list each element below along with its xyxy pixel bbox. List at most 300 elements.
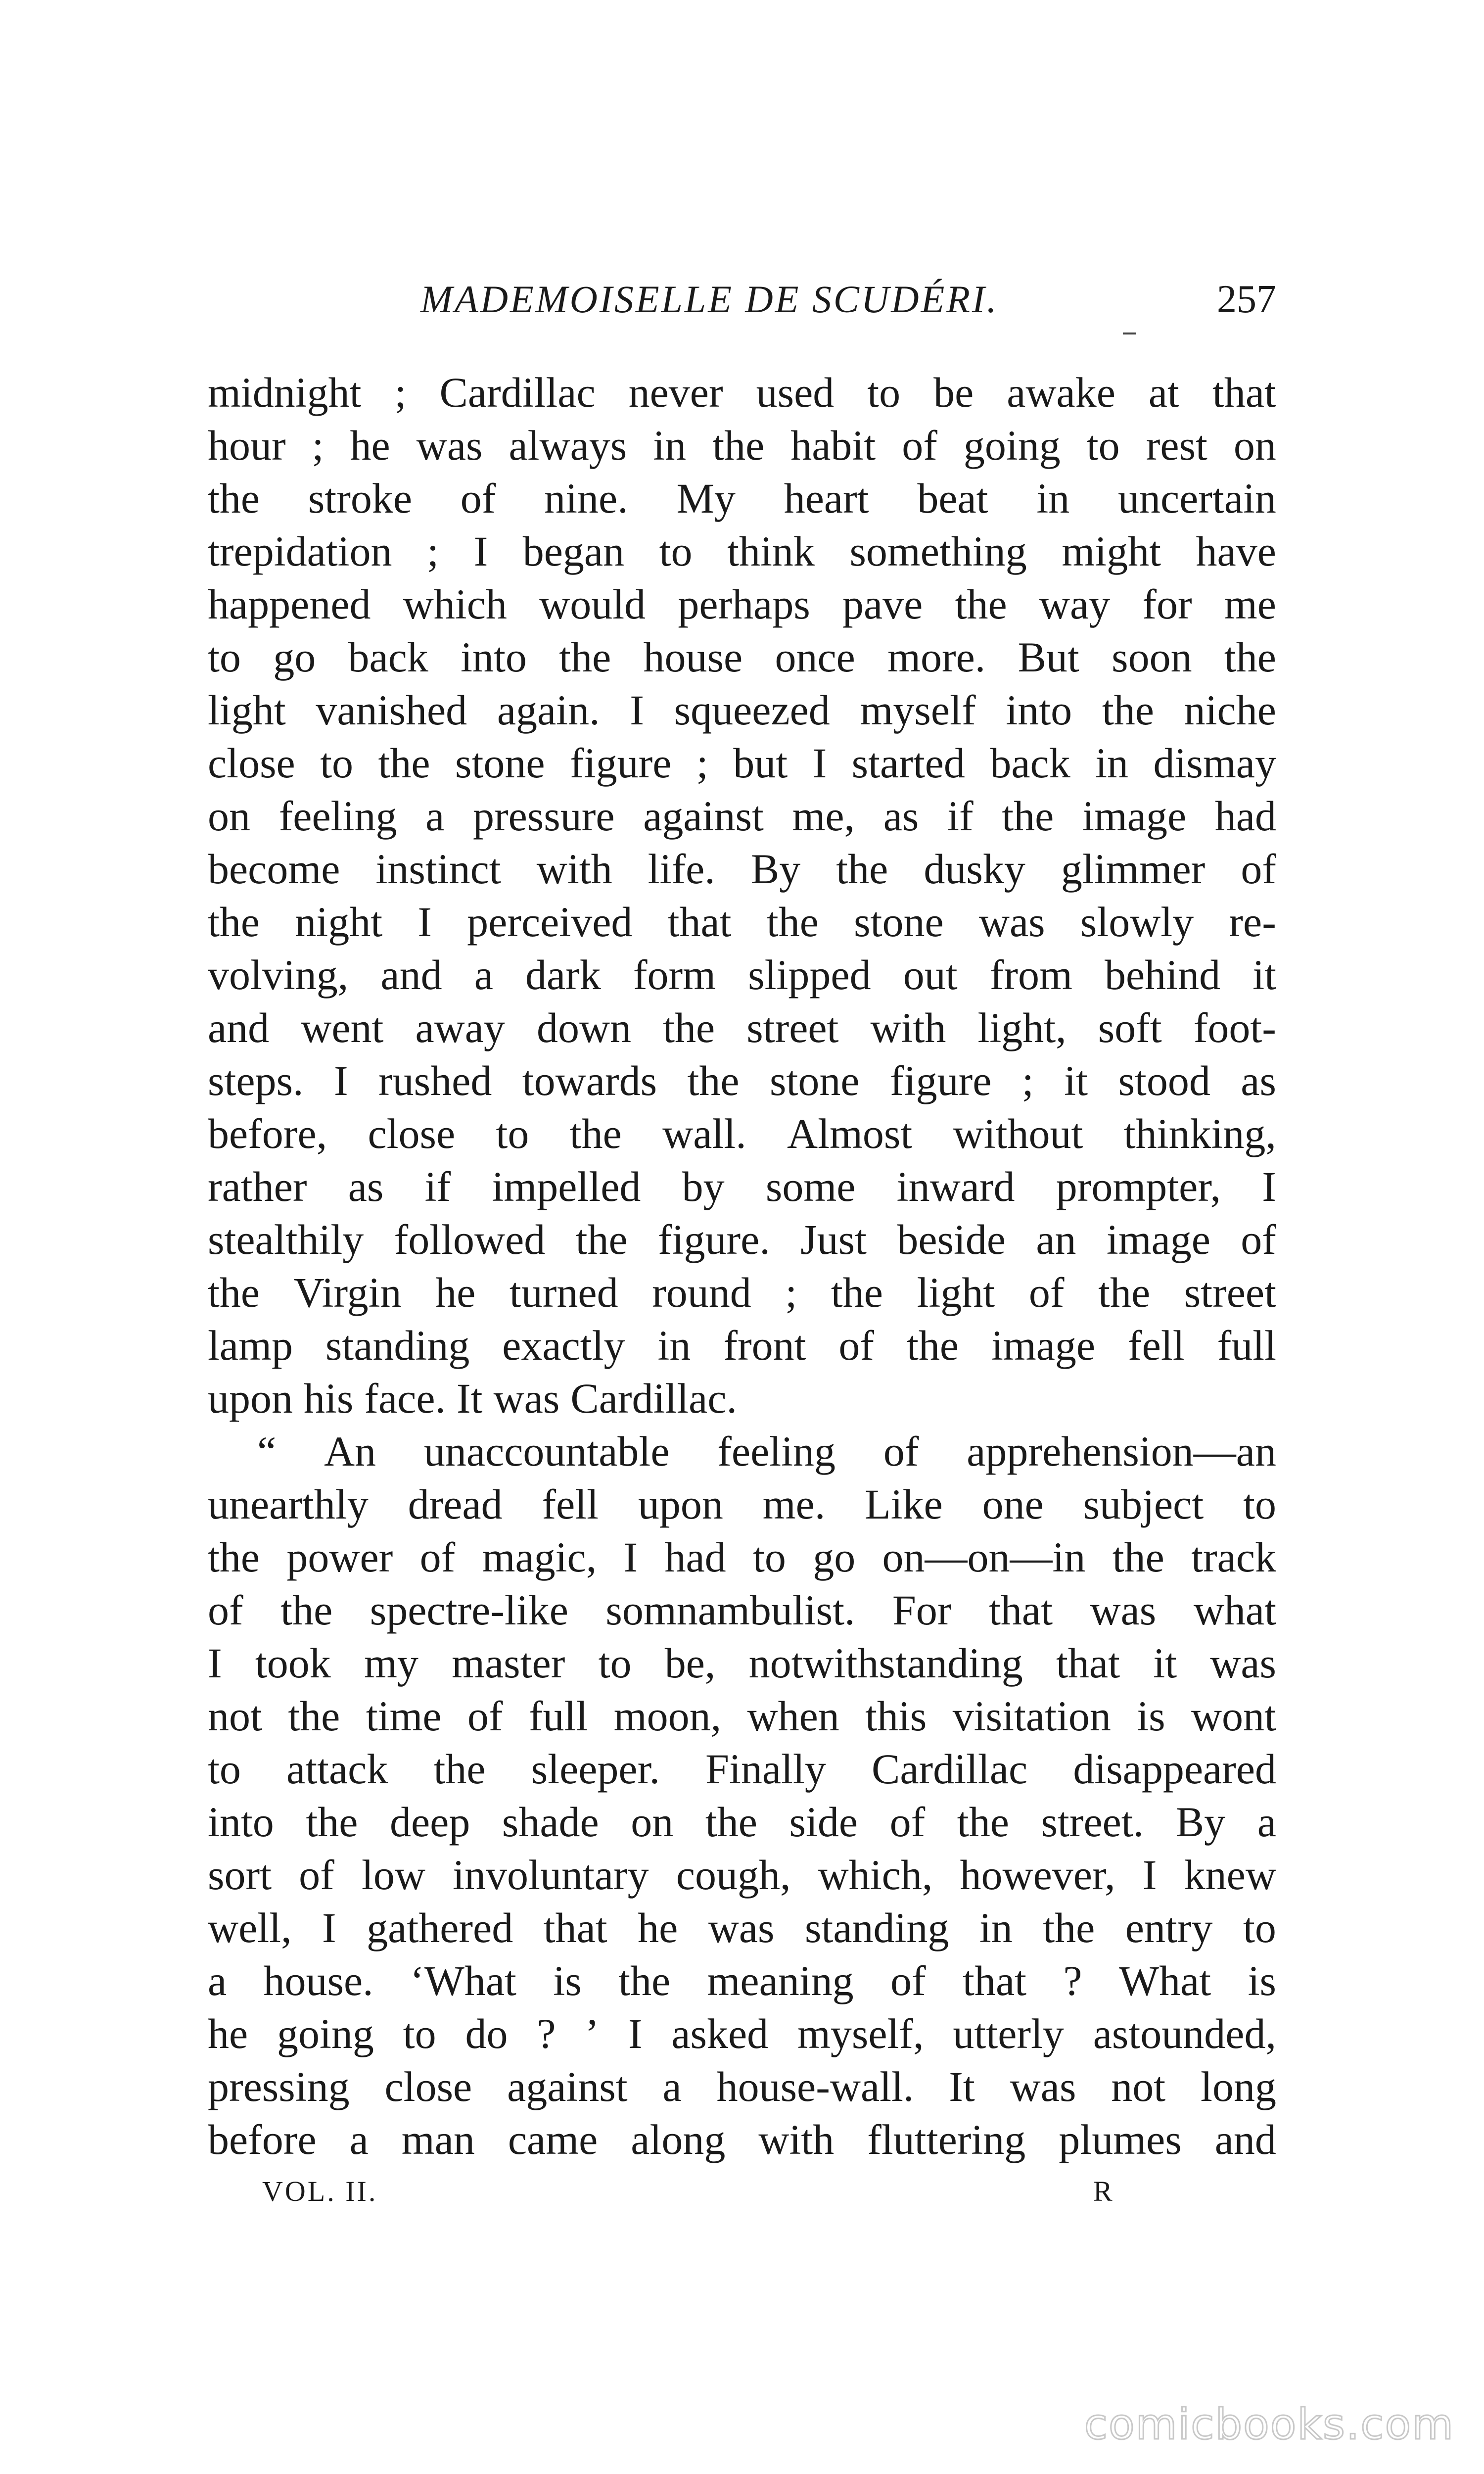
text-word: front xyxy=(723,1322,806,1369)
text-word: away xyxy=(415,1004,505,1051)
text-word: unaccountable xyxy=(423,1427,670,1475)
text-word: plumes xyxy=(1059,2116,1182,2163)
text-word: notwithstanding xyxy=(748,1639,1023,1687)
text-word: dusky xyxy=(924,845,1025,893)
text-line xyxy=(208,1266,1276,1319)
body-text xyxy=(208,366,1276,2166)
text-word: going xyxy=(277,2010,374,2057)
text-word: figure xyxy=(890,1057,992,1104)
text-word: back xyxy=(348,633,428,681)
text-word: that xyxy=(1212,369,1276,416)
text-word: wall. xyxy=(662,1110,746,1157)
text-word: the xyxy=(208,475,260,522)
text-word: was xyxy=(978,898,1045,946)
text-word: came xyxy=(508,2116,598,2163)
text-word: the xyxy=(433,1745,486,1793)
text-word: ‘What xyxy=(410,1957,516,2004)
text-word: I xyxy=(630,686,644,734)
text-word: inward xyxy=(896,1163,1015,1210)
text-word: of xyxy=(1241,1216,1276,1263)
text-word: sort xyxy=(208,1851,272,1899)
text-word: light xyxy=(917,1269,995,1316)
text-word: be, xyxy=(664,1639,716,1687)
text-line xyxy=(208,896,1276,949)
text-word: subject xyxy=(1083,1480,1204,1528)
text-word: of xyxy=(889,1798,926,1846)
text-word: in xyxy=(653,422,687,469)
text-word: which xyxy=(403,580,507,628)
page-number: 257 xyxy=(1217,278,1276,321)
text-word: habit xyxy=(790,422,876,469)
text-word: back xyxy=(990,739,1070,787)
text-word: man xyxy=(401,2116,475,2163)
text-word: on xyxy=(631,1798,674,1846)
text-line xyxy=(208,472,1276,525)
text-word: as xyxy=(1241,1057,1276,1104)
text-word: towards xyxy=(522,1057,657,1104)
text-word: volving, xyxy=(208,951,349,999)
text-word: ? xyxy=(537,2010,556,2057)
text-line xyxy=(208,1107,1276,1160)
text-word: was xyxy=(416,422,483,469)
text-word: rather xyxy=(208,1163,307,1210)
text-line xyxy=(208,419,1276,472)
text-word: stroke xyxy=(308,475,412,522)
text-word: to xyxy=(1243,1904,1276,1951)
text-word: Finally xyxy=(705,1745,826,1793)
text-word: stood xyxy=(1118,1057,1210,1104)
text-word: but xyxy=(733,739,788,787)
text-word: cough, xyxy=(676,1851,791,1899)
text-word: with xyxy=(536,845,612,893)
text-word: disappeared xyxy=(1073,1745,1276,1793)
text-word: had xyxy=(664,1533,726,1581)
text-word: Cardillac xyxy=(871,1745,1028,1793)
text-word: An xyxy=(324,1427,376,1475)
text-word: form xyxy=(633,951,716,999)
text-word: fell xyxy=(542,1480,599,1528)
text-word: of xyxy=(208,1586,243,1634)
text-word: of xyxy=(419,1533,456,1581)
text-word: involuntary xyxy=(453,1851,649,1899)
text-word: beside xyxy=(897,1216,1006,1263)
text-word: me, xyxy=(792,792,855,840)
text-word: light, xyxy=(977,1004,1067,1051)
text-word: one xyxy=(982,1480,1044,1528)
text-word: have xyxy=(1196,527,1276,575)
text-word: I xyxy=(473,527,488,575)
text-word: standing xyxy=(325,1322,470,1369)
text-word: in xyxy=(1036,475,1070,522)
text-word: the xyxy=(766,898,819,946)
text-word: I xyxy=(1142,1851,1157,1899)
text-word: the xyxy=(280,1586,333,1634)
text-word: at xyxy=(1148,369,1179,416)
text-line xyxy=(208,1849,1276,1902)
text-word: once xyxy=(775,633,855,681)
text-word: shade xyxy=(502,1798,599,1846)
text-word: it xyxy=(1064,1057,1088,1104)
text-word: happened xyxy=(208,580,371,628)
text-word: he xyxy=(638,1904,678,1951)
text-word: slowly xyxy=(1080,898,1194,946)
text-word: midnight xyxy=(208,369,362,416)
text-word: round xyxy=(652,1269,751,1316)
text-word: feeling xyxy=(717,1427,836,1475)
text-word: when xyxy=(747,1692,839,1740)
text-word: somnambulist. xyxy=(605,1586,855,1634)
text-word: fluttering xyxy=(867,2116,1026,2163)
text-word: the xyxy=(1098,1269,1151,1316)
text-line xyxy=(208,366,1276,419)
text-word: exactly xyxy=(502,1322,625,1369)
text-word: nine. xyxy=(544,475,628,522)
text-word: meaning xyxy=(707,1957,854,2004)
text-word: pressing xyxy=(208,2063,350,2110)
text-word: light xyxy=(208,686,286,734)
header-mark xyxy=(1123,333,1136,334)
text-word: behind xyxy=(1105,951,1221,999)
text-word: began xyxy=(522,527,625,575)
text-word: figure. xyxy=(658,1216,770,1263)
text-word: to xyxy=(403,2010,436,2057)
text-word: Like xyxy=(865,1480,943,1528)
text-word: took xyxy=(255,1639,331,1687)
text-word: however, xyxy=(960,1851,1115,1899)
text-word: the xyxy=(831,1269,883,1316)
text-word: dread xyxy=(408,1480,503,1528)
text-word: vanished xyxy=(316,686,467,734)
text-word: of xyxy=(460,475,496,522)
text-word: magic, xyxy=(482,1533,597,1581)
text-word: stealthily xyxy=(208,1216,364,1263)
text-word: to xyxy=(208,1745,241,1793)
text-word: into xyxy=(208,1798,274,1846)
text-word: of xyxy=(299,1851,334,1899)
text-word: against xyxy=(643,792,764,840)
text-word: to xyxy=(320,739,354,787)
text-word: full xyxy=(1217,1322,1276,1369)
text-word: rushed xyxy=(378,1057,492,1104)
text-word: slipped xyxy=(748,951,871,999)
text-word: always xyxy=(509,422,627,469)
text-word: astounded, xyxy=(1093,2010,1276,2057)
text-word: the xyxy=(1043,1904,1095,1951)
text-word: soft xyxy=(1098,1004,1162,1051)
text-word: full xyxy=(528,1692,588,1740)
text-word: It xyxy=(949,2063,975,2110)
text-word: it xyxy=(1252,951,1276,999)
text-line xyxy=(208,1213,1276,1266)
text-word: Just xyxy=(800,1216,867,1263)
text-word: upon xyxy=(638,1480,723,1528)
text-word: the xyxy=(1112,1533,1164,1581)
text-line xyxy=(208,525,1276,578)
text-word: I xyxy=(628,2010,643,2057)
signature-letter: R xyxy=(1093,2175,1113,2207)
text-line xyxy=(208,2113,1276,2166)
text-word: stone xyxy=(854,898,944,946)
text-word: instinct xyxy=(375,845,501,893)
text-word: of xyxy=(467,1692,503,1740)
text-word: into xyxy=(461,633,527,681)
text-word: rest xyxy=(1146,422,1207,469)
text-word: the xyxy=(705,1798,757,1846)
text-word: side xyxy=(789,1798,858,1846)
text-word: that xyxy=(989,1586,1053,1634)
text-word: what xyxy=(1193,1586,1276,1634)
text-line xyxy=(208,2060,1276,2113)
text-word: along xyxy=(631,2116,726,2163)
text-word: to xyxy=(208,633,241,681)
text-word: not xyxy=(208,1692,262,1740)
text-word: of xyxy=(890,1957,926,2004)
text-word: knew xyxy=(1184,1851,1276,1899)
text-word: again. xyxy=(497,686,600,734)
text-word: to xyxy=(1243,1480,1276,1528)
text-word: was xyxy=(1090,1586,1157,1634)
text-word: I xyxy=(623,1533,638,1581)
text-word: soon xyxy=(1112,633,1192,681)
text-line xyxy=(208,1425,1276,1478)
text-word: niche xyxy=(1184,686,1276,734)
text-line xyxy=(208,1637,1276,1690)
text-word: never xyxy=(628,369,723,416)
text-word: pressure xyxy=(472,792,615,840)
text-word: close xyxy=(368,1110,456,1157)
text-word: which, xyxy=(818,1851,933,1899)
text-word: image xyxy=(991,1322,1096,1369)
text-word: close xyxy=(384,2063,472,2110)
text-word: the xyxy=(559,633,611,681)
text-line xyxy=(208,1372,1276,1425)
text-word: the xyxy=(618,1957,671,2004)
text-word: utterly xyxy=(953,2010,1064,2057)
text-word: spectre-like xyxy=(370,1586,568,1634)
text-word: pave xyxy=(842,580,923,628)
text-word: in xyxy=(657,1322,691,1369)
text-line xyxy=(208,1001,1276,1054)
text-word: to xyxy=(496,1110,529,1157)
text-word: feeling xyxy=(278,792,397,840)
text-word: he xyxy=(435,1269,476,1316)
text-word: the xyxy=(955,580,1007,628)
text-word: the xyxy=(1002,792,1054,840)
text-line xyxy=(208,684,1276,737)
watermark: comicbooks.com xyxy=(1084,2400,1454,2449)
text-word: I xyxy=(1262,1163,1276,1210)
text-word: “ xyxy=(257,1427,277,1475)
text-word: dismay xyxy=(1153,739,1276,787)
text-word: low xyxy=(361,1851,425,1899)
text-word: My xyxy=(676,475,736,522)
text-word: my xyxy=(364,1639,418,1687)
text-word: out xyxy=(903,951,958,999)
text-word: be xyxy=(933,369,974,416)
text-word: re- xyxy=(1229,898,1276,946)
text-word: Almost xyxy=(787,1110,913,1157)
text-word: visitation xyxy=(952,1692,1111,1740)
text-word: unearthly xyxy=(208,1480,369,1528)
text-word: turned xyxy=(509,1269,618,1316)
text-word: house xyxy=(643,633,743,681)
text-word: of xyxy=(838,1322,875,1369)
text-word: the xyxy=(1102,686,1154,734)
text-word: It xyxy=(457,1375,483,1422)
text-word: Cardillac xyxy=(439,369,596,416)
text-word: went xyxy=(301,1004,384,1051)
text-word: the xyxy=(1224,633,1276,681)
text-word: it xyxy=(1153,1639,1177,1687)
text-word: into xyxy=(1006,686,1072,734)
text-word: was xyxy=(708,1904,775,1951)
text-line xyxy=(208,631,1276,684)
text-word: that xyxy=(963,1957,1027,2004)
text-word: is xyxy=(553,1957,582,2004)
text-word: house-wall. xyxy=(716,2063,914,2110)
text-word: not xyxy=(1111,2063,1166,2110)
text-word: myself, xyxy=(797,2010,924,2057)
text-word: hour xyxy=(208,422,286,469)
text-word: impelled xyxy=(492,1163,641,1210)
text-word: Cardillac. xyxy=(570,1375,738,1422)
running-head xyxy=(208,277,1276,336)
text-word: and xyxy=(380,951,442,999)
text-word: dark xyxy=(525,951,601,999)
text-word: the xyxy=(208,1533,260,1581)
text-word: gathered xyxy=(367,1904,513,1951)
text-word: beat xyxy=(917,475,988,522)
text-word: before xyxy=(208,2116,317,2163)
text-word: the xyxy=(906,1322,959,1369)
text-word: of xyxy=(883,1427,919,1475)
text-word: What xyxy=(1118,1957,1211,2004)
text-word: the xyxy=(575,1216,628,1263)
text-word: attack xyxy=(286,1745,388,1793)
text-word: foot- xyxy=(1193,1004,1276,1051)
text-word: that xyxy=(1056,1639,1120,1687)
text-word: without xyxy=(953,1110,1083,1157)
text-word: to xyxy=(598,1639,632,1687)
text-word: on xyxy=(208,792,250,840)
text-word: entry xyxy=(1125,1904,1213,1951)
text-word: was xyxy=(493,1375,560,1422)
text-line xyxy=(208,1531,1276,1584)
text-word: as xyxy=(348,1163,384,1210)
text-word: But xyxy=(1018,633,1079,681)
text-word: do xyxy=(465,2010,508,2057)
text-word: the xyxy=(957,1798,1009,1846)
text-word: on xyxy=(1233,422,1276,469)
text-word: to xyxy=(867,369,901,416)
text-word: go xyxy=(813,1533,856,1581)
text-word: power xyxy=(286,1533,393,1581)
text-word: night xyxy=(295,898,383,946)
text-word: wont xyxy=(1191,1692,1276,1740)
running-title: MADEMOISELLE DE SCUDÉRI. xyxy=(420,278,999,321)
text-word: asked xyxy=(671,2010,769,2057)
text-word: long xyxy=(1201,2063,1276,2110)
text-word: street xyxy=(1184,1269,1276,1316)
text-word: I xyxy=(208,1639,222,1687)
text-word: before, xyxy=(208,1110,327,1157)
signature-volume: VOL. II. xyxy=(262,2175,378,2207)
text-word: in xyxy=(1095,739,1129,787)
text-word: go xyxy=(273,633,316,681)
text-word: perceived xyxy=(467,898,633,946)
text-word: sleeper. xyxy=(531,1745,660,1793)
text-word: upon xyxy=(208,1375,293,1422)
text-word: stone xyxy=(770,1057,860,1104)
text-word: street. xyxy=(1041,1798,1144,1846)
text-word: squeezed xyxy=(674,686,830,734)
text-word: ; xyxy=(785,1269,797,1316)
text-word: would xyxy=(539,580,646,628)
text-line xyxy=(208,1690,1276,1743)
text-word: deep xyxy=(390,1798,470,1846)
text-word: a xyxy=(425,792,445,840)
text-line xyxy=(208,1584,1276,1637)
text-word: he xyxy=(350,422,390,469)
text-word: face. xyxy=(364,1375,446,1422)
text-word: is xyxy=(1137,1692,1165,1740)
text-word: as xyxy=(883,792,919,840)
text-word: stone xyxy=(455,739,545,787)
text-word: the xyxy=(288,1692,340,1740)
text-word: life. xyxy=(648,845,715,893)
text-word: and xyxy=(208,1004,270,1051)
text-word: the xyxy=(836,845,888,893)
text-word: become xyxy=(208,845,340,893)
text-word: well, xyxy=(208,1904,292,1951)
text-word: fell xyxy=(1128,1322,1185,1369)
text-word: his xyxy=(304,1375,354,1422)
text-word: me xyxy=(1224,580,1276,628)
text-word: a xyxy=(208,1957,227,2004)
text-word: ; xyxy=(312,422,324,469)
text-word: the xyxy=(378,739,430,787)
text-word: followed xyxy=(394,1216,546,1263)
text-word: the xyxy=(208,898,260,946)
text-word: By xyxy=(750,845,801,893)
text-word: was xyxy=(1010,2063,1076,2110)
text-line xyxy=(208,2007,1276,2060)
text-word: if xyxy=(947,792,974,840)
text-word: perhaps xyxy=(678,580,810,628)
text-line xyxy=(208,578,1276,631)
text-word: and xyxy=(1214,2116,1276,2163)
text-word: time xyxy=(366,1692,442,1740)
text-word: track xyxy=(1191,1533,1276,1581)
text-line xyxy=(208,1743,1276,1796)
text-word: apprehension—an xyxy=(967,1427,1276,1475)
text-word: might xyxy=(1062,527,1161,575)
text-word: I xyxy=(333,1057,348,1104)
text-word: more. xyxy=(887,633,986,681)
text-word: the xyxy=(712,422,765,469)
text-word: I xyxy=(417,898,432,946)
text-word: the xyxy=(569,1110,622,1157)
text-word: an xyxy=(1036,1216,1076,1263)
text-word: street xyxy=(746,1004,839,1051)
text-word: was xyxy=(1210,1639,1276,1687)
text-word: me. xyxy=(762,1480,826,1528)
text-word: that xyxy=(543,1904,607,1951)
text-word: a xyxy=(474,951,493,999)
text-word: some xyxy=(765,1163,856,1210)
text-line xyxy=(208,1478,1276,1531)
text-word: if xyxy=(424,1163,451,1210)
